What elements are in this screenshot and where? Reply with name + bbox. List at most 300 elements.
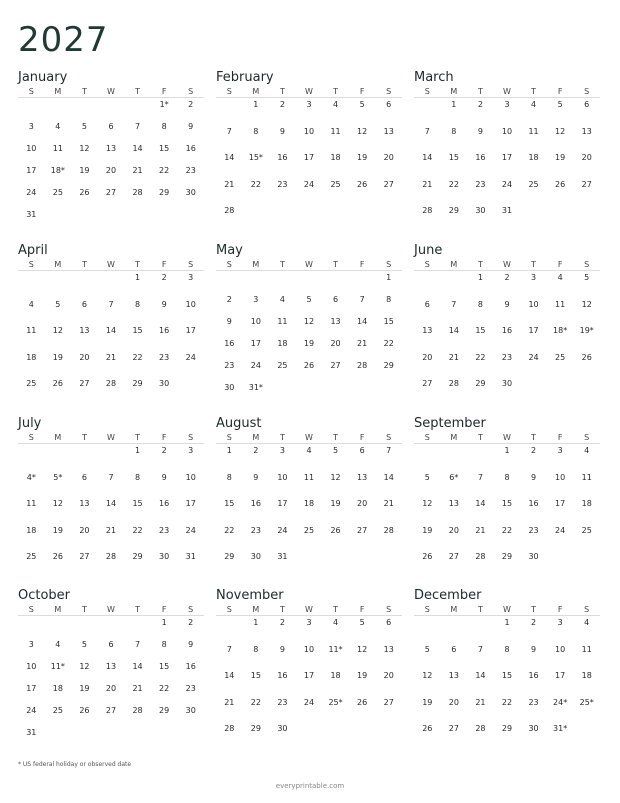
day-cell: 28 xyxy=(475,724,486,733)
day-cell: 28 xyxy=(224,206,235,215)
day-cell: 10 xyxy=(185,299,196,309)
day-cell: 10 xyxy=(303,644,315,654)
day-cell: 1 xyxy=(161,618,167,627)
day-cell: 24 xyxy=(185,352,196,362)
weekday-label: T xyxy=(279,87,285,96)
day-cell: 14 xyxy=(383,472,394,482)
day-cell: 14 xyxy=(448,326,459,335)
day-cell: 13 xyxy=(581,126,592,136)
day-cell: 3 xyxy=(306,100,312,109)
day-cell: 3 xyxy=(253,295,259,304)
day-cell: 29 xyxy=(501,724,513,733)
holiday-day-cell: 11* xyxy=(50,662,65,671)
day-cell: 24 xyxy=(303,697,315,707)
day-cell: 15 xyxy=(448,153,459,162)
day-cell: 15 xyxy=(159,662,170,671)
day-cell: 13 xyxy=(79,326,90,335)
day-cell: 25 xyxy=(555,352,566,362)
weekday-label: T xyxy=(531,87,536,96)
day-cell: 6 xyxy=(81,299,87,309)
day-cell: 28 xyxy=(383,525,394,535)
weekday-label: S xyxy=(584,433,590,442)
day-cell: 21 xyxy=(132,684,143,693)
day-cell: 12 xyxy=(330,472,341,482)
day-cell: 16 xyxy=(159,326,170,335)
day-cell: 19 xyxy=(357,671,368,680)
weekday-label: F xyxy=(161,87,167,96)
weekday-header xyxy=(414,261,600,271)
day-cell: 9 xyxy=(279,126,285,136)
day-cell: 26 xyxy=(422,552,433,561)
weekday-label: W xyxy=(107,87,115,96)
day-cell: 22 xyxy=(250,179,261,189)
month-name: November xyxy=(216,588,284,603)
day-cell: 26 xyxy=(79,188,90,197)
day-cell: 9 xyxy=(477,126,483,136)
weekday-label: T xyxy=(333,433,338,442)
weekday-label: W xyxy=(503,260,511,269)
weekday-label: S xyxy=(188,87,194,96)
day-cell: 8 xyxy=(504,644,510,654)
day-cell: 30 xyxy=(277,724,288,733)
weekday-label: T xyxy=(333,87,338,96)
holiday-day-cell: 25* xyxy=(328,697,343,707)
day-cell: 4 xyxy=(55,640,61,649)
day-cell: 30 xyxy=(528,724,539,733)
day-cell: 1 xyxy=(135,273,141,282)
day-cell: 13 xyxy=(448,499,459,508)
day-cell: 12 xyxy=(52,499,63,508)
day-cell: 12 xyxy=(555,126,566,136)
weekday-label: T xyxy=(81,605,87,614)
day-cell: 23 xyxy=(475,179,486,189)
day-cell: 12 xyxy=(422,499,433,508)
day-cell: 11 xyxy=(581,472,592,482)
month-name: October xyxy=(18,588,71,603)
day-cell: 10 xyxy=(26,662,37,671)
weekday-label: M xyxy=(252,260,260,269)
weekday-label: F xyxy=(161,260,167,269)
day-cell: 17 xyxy=(185,326,196,335)
month-january xyxy=(18,70,204,240)
day-cell: 25 xyxy=(303,525,315,535)
weekday-label: T xyxy=(279,260,285,269)
weekday-label: T xyxy=(477,87,483,96)
day-cell: 31 xyxy=(26,728,37,737)
day-cell: 7 xyxy=(477,472,483,482)
day-cell: 8 xyxy=(135,472,141,482)
day-cell: 25 xyxy=(528,179,539,189)
day-cell: 23 xyxy=(528,525,539,535)
weekday-label: M xyxy=(252,433,260,442)
day-cell: 25 xyxy=(277,361,288,370)
weekday-label: W xyxy=(503,433,511,442)
weekday-label: M xyxy=(54,87,62,96)
month-october xyxy=(18,588,204,758)
day-cell: 6 xyxy=(386,100,392,109)
day-cell: 1 xyxy=(253,618,259,627)
day-cell: 28 xyxy=(475,552,486,561)
month-september xyxy=(414,416,600,586)
day-cell: 4 xyxy=(55,122,61,131)
day-cell: 23 xyxy=(277,179,288,189)
weekday-label: S xyxy=(226,433,232,442)
day-cell: 26 xyxy=(357,697,368,707)
day-cell: 25 xyxy=(26,379,37,388)
weekday-label: S xyxy=(386,260,392,269)
day-cell: 6 xyxy=(386,618,392,627)
day-cell: 30 xyxy=(224,383,235,392)
day-cell: 8 xyxy=(226,472,232,482)
day-cell: 26 xyxy=(581,352,592,362)
weekday-label: T xyxy=(81,87,87,96)
weekday-label: F xyxy=(557,87,563,96)
holiday-day-cell: 15* xyxy=(248,153,263,162)
day-cell: 22 xyxy=(224,525,235,535)
weekday-label: F xyxy=(359,87,365,96)
day-cell: 18 xyxy=(303,499,315,508)
day-cell: 18 xyxy=(277,339,288,348)
day-cell: 26 xyxy=(357,179,368,189)
weekday-label: T xyxy=(81,260,87,269)
day-cell: 20 xyxy=(105,166,117,175)
weekday-label: T xyxy=(135,87,140,96)
day-cell: 8 xyxy=(161,640,167,649)
day-cell: 1 xyxy=(386,273,392,282)
day-cell: 14 xyxy=(132,144,143,153)
day-cell: 22 xyxy=(132,352,143,362)
day-cell: 17 xyxy=(185,499,196,508)
day-cell: 14 xyxy=(105,326,117,335)
day-cell: 7 xyxy=(477,644,483,654)
day-cell: 16 xyxy=(185,144,196,153)
holiday-day-cell: 11* xyxy=(328,644,343,654)
day-cell: 8 xyxy=(161,122,167,131)
day-cell: 18 xyxy=(528,153,539,162)
day-cell: 14 xyxy=(132,662,143,671)
day-cell: 22 xyxy=(448,179,459,189)
weekday-label: T xyxy=(531,433,536,442)
weekday-label: W xyxy=(305,605,313,614)
weekday-label: M xyxy=(450,605,458,614)
holiday-footnote: * US federal holiday or observed date xyxy=(18,761,132,768)
day-cell: 25 xyxy=(52,706,63,715)
day-cell: 15 xyxy=(250,671,261,680)
weekday-label: M xyxy=(252,87,260,96)
weekday-label: S xyxy=(226,605,232,614)
day-cell: 3 xyxy=(306,618,312,627)
day-cell: 20 xyxy=(383,153,394,162)
month-name: July xyxy=(18,416,42,431)
day-cell: 10 xyxy=(250,317,261,326)
holiday-day-cell: 6* xyxy=(449,472,459,482)
day-cell: 13 xyxy=(383,644,394,654)
day-cell: 11 xyxy=(277,317,288,326)
weekday-label: F xyxy=(359,605,365,614)
day-cell: 26 xyxy=(555,179,566,189)
weekday-label: S xyxy=(226,260,232,269)
day-cell: 11 xyxy=(52,144,63,153)
day-cell: 14 xyxy=(357,317,368,326)
day-cell: 17 xyxy=(26,166,37,175)
day-cell: 19 xyxy=(422,697,433,707)
day-cell: 21 xyxy=(105,352,117,362)
weekday-label: W xyxy=(305,87,313,96)
day-cell: 16 xyxy=(501,326,513,335)
day-cell: 31 xyxy=(26,210,37,219)
weekday-label: T xyxy=(477,260,483,269)
weekday-label: S xyxy=(386,87,392,96)
day-cell: 10 xyxy=(501,126,513,136)
weekday-label: W xyxy=(107,605,115,614)
month-may xyxy=(216,243,402,413)
day-cell: 7 xyxy=(108,299,114,309)
weekday-label: M xyxy=(54,433,62,442)
day-cell: 31 xyxy=(185,552,196,561)
day-cell: 5 xyxy=(81,640,87,649)
day-cell: 17 xyxy=(555,671,566,680)
day-cell: 13 xyxy=(383,126,394,136)
day-cell: 16 xyxy=(277,671,288,680)
day-cell: 16 xyxy=(159,499,170,508)
day-cell: 19 xyxy=(555,153,566,162)
day-cell: 20 xyxy=(330,339,341,348)
day-cell: 27 xyxy=(105,706,117,715)
day-cell: 12 xyxy=(357,126,368,136)
month-june xyxy=(414,243,600,413)
day-cell: 30 xyxy=(185,706,196,715)
weekday-label: W xyxy=(107,433,115,442)
weekday-label: W xyxy=(503,605,511,614)
holiday-day-cell: 4* xyxy=(26,472,36,482)
weekday-label: M xyxy=(54,605,62,614)
month-name: March xyxy=(414,70,454,85)
day-cell: 2 xyxy=(161,446,167,455)
day-cell: 26 xyxy=(52,379,63,388)
day-cell: 28 xyxy=(105,552,117,561)
day-cell: 16 xyxy=(475,153,486,162)
weekday-header xyxy=(18,434,204,444)
month-december xyxy=(414,588,600,758)
day-cell: 29 xyxy=(250,724,261,733)
month-february xyxy=(216,70,402,240)
day-cell: 19 xyxy=(330,499,341,508)
day-cell: 4 xyxy=(531,100,537,109)
weekday-label: S xyxy=(584,87,590,96)
day-cell: 19 xyxy=(79,684,90,693)
day-cell: 22 xyxy=(475,352,486,362)
day-cell: 12 xyxy=(422,671,433,680)
weekday-header xyxy=(414,606,600,616)
day-cell: 31 xyxy=(501,206,513,215)
day-cell: 28 xyxy=(448,379,459,388)
site-credit: everyprintable.com xyxy=(275,782,345,790)
day-cell: 20 xyxy=(448,525,459,535)
day-cell: 19 xyxy=(52,352,63,362)
day-cell: 22 xyxy=(501,697,513,707)
day-cell: 10 xyxy=(26,144,37,153)
day-cell: 2 xyxy=(279,100,285,109)
day-cell: 16 xyxy=(185,662,196,671)
day-cell: 19 xyxy=(79,166,90,175)
day-cell: 17 xyxy=(501,153,513,162)
day-cell: 18 xyxy=(330,153,341,162)
day-cell: 12 xyxy=(79,144,90,153)
day-cell: 9 xyxy=(531,644,537,654)
day-cell: 11 xyxy=(330,126,341,136)
weekday-label: T xyxy=(279,605,285,614)
day-cell: 23 xyxy=(185,684,196,693)
day-cell: 3 xyxy=(279,446,285,455)
day-cell: 7 xyxy=(226,126,232,136)
holiday-day-cell: 18* xyxy=(553,326,568,335)
month-name: April xyxy=(18,243,48,258)
day-cell: 5 xyxy=(584,273,590,282)
day-cell: 3 xyxy=(28,122,34,131)
month-april xyxy=(18,243,204,413)
holiday-day-cell: 25* xyxy=(579,697,594,707)
day-cell: 18 xyxy=(330,671,341,680)
day-cell: 13 xyxy=(105,662,117,671)
day-cell: 17 xyxy=(250,339,261,348)
day-cell: 1 xyxy=(504,446,510,455)
holiday-day-cell: 31* xyxy=(553,724,568,733)
day-cell: 14 xyxy=(224,153,235,162)
day-cell: 8 xyxy=(451,126,457,136)
day-cell: 4 xyxy=(28,299,34,309)
day-cell: 22 xyxy=(132,525,143,535)
month-july xyxy=(18,416,204,586)
day-cell: 21 xyxy=(448,352,459,362)
weekday-label: T xyxy=(279,433,285,442)
day-cell: 22 xyxy=(159,684,170,693)
day-cell: 18 xyxy=(581,671,592,680)
weekday-label: T xyxy=(81,433,87,442)
day-cell: 18 xyxy=(26,525,37,535)
day-cell: 6 xyxy=(108,640,114,649)
day-cell: 15 xyxy=(159,144,170,153)
day-cell: 9 xyxy=(531,472,537,482)
month-name: June xyxy=(414,243,443,258)
day-cell: 19 xyxy=(357,153,368,162)
day-cell: 2 xyxy=(226,295,232,304)
day-cell: 20 xyxy=(79,352,90,362)
day-cell: 28 xyxy=(132,706,143,715)
day-cell: 4 xyxy=(584,618,590,627)
day-cell: 14 xyxy=(105,499,117,508)
day-cell: 11 xyxy=(303,472,315,482)
weekday-label: T xyxy=(135,260,140,269)
weekday-label: S xyxy=(584,605,590,614)
day-cell: 11 xyxy=(528,126,539,136)
month-august xyxy=(216,416,402,586)
day-cell: 9 xyxy=(188,640,194,649)
day-cell: 17 xyxy=(277,499,288,508)
day-cell: 29 xyxy=(224,552,235,561)
year-title: 2027 xyxy=(18,20,109,60)
day-cell: 20 xyxy=(422,352,433,362)
day-cell: 17 xyxy=(303,671,315,680)
day-cell: 26 xyxy=(79,706,90,715)
day-cell: 30 xyxy=(159,552,170,561)
day-cell: 3 xyxy=(531,273,537,282)
weekday-label: S xyxy=(188,260,194,269)
weekday-label: S xyxy=(188,605,194,614)
day-cell: 3 xyxy=(557,446,563,455)
day-cell: 10 xyxy=(528,299,539,309)
weekday-label: T xyxy=(531,605,536,614)
day-cell: 10 xyxy=(555,644,566,654)
weekday-label: F xyxy=(557,433,563,442)
month-name: December xyxy=(414,588,482,603)
weekday-label: S xyxy=(28,605,34,614)
day-cell: 23 xyxy=(159,352,170,362)
day-cell: 27 xyxy=(383,179,394,189)
day-cell: 16 xyxy=(224,339,235,348)
weekday-header xyxy=(414,88,600,98)
day-cell: 29 xyxy=(475,379,486,388)
month-november xyxy=(216,588,402,758)
day-cell: 19 xyxy=(52,525,63,535)
month-name: September xyxy=(414,416,486,431)
month-march xyxy=(414,70,600,240)
day-cell: 7 xyxy=(451,299,457,309)
day-cell: 5 xyxy=(424,644,430,654)
day-cell: 16 xyxy=(277,153,288,162)
day-cell: 10 xyxy=(555,472,566,482)
day-cell: 5 xyxy=(55,299,61,309)
day-cell: 20 xyxy=(383,671,394,680)
day-cell: 19 xyxy=(422,525,433,535)
day-cell: 29 xyxy=(132,552,143,561)
day-cell: 9 xyxy=(161,299,167,309)
day-cell: 24 xyxy=(185,525,196,535)
day-cell: 21 xyxy=(475,697,486,707)
holiday-day-cell: 24* xyxy=(553,697,568,707)
day-cell: 6 xyxy=(451,644,457,654)
day-cell: 26 xyxy=(330,525,341,535)
day-cell: 7 xyxy=(226,644,232,654)
day-cell: 24 xyxy=(303,179,315,189)
day-cell: 27 xyxy=(448,724,459,733)
day-cell: 2 xyxy=(531,446,537,455)
day-cell: 2 xyxy=(477,100,483,109)
day-cell: 8 xyxy=(477,299,483,309)
day-cell: 11 xyxy=(26,499,37,508)
day-cell: 1 xyxy=(477,273,483,282)
day-cell: 23 xyxy=(159,525,170,535)
day-cell: 6 xyxy=(584,100,590,109)
weekday-label: W xyxy=(503,87,511,96)
day-cell: 21 xyxy=(475,525,486,535)
weekday-label: F xyxy=(359,260,365,269)
day-cell: 14 xyxy=(224,671,235,680)
day-cell: 15 xyxy=(224,499,235,508)
day-cell: 23 xyxy=(528,697,539,707)
day-cell: 24 xyxy=(26,188,37,197)
day-cell: 16 xyxy=(528,499,539,508)
day-cell: 29 xyxy=(159,706,170,715)
day-cell: 20 xyxy=(105,684,117,693)
day-cell: 1 xyxy=(226,446,232,455)
day-cell: 29 xyxy=(448,206,459,215)
day-cell: 31 xyxy=(277,552,288,561)
day-cell: 9 xyxy=(279,644,285,654)
day-cell: 23 xyxy=(277,697,288,707)
day-cell: 29 xyxy=(383,361,394,370)
day-cell: 3 xyxy=(188,273,194,282)
day-cell: 27 xyxy=(330,361,341,370)
